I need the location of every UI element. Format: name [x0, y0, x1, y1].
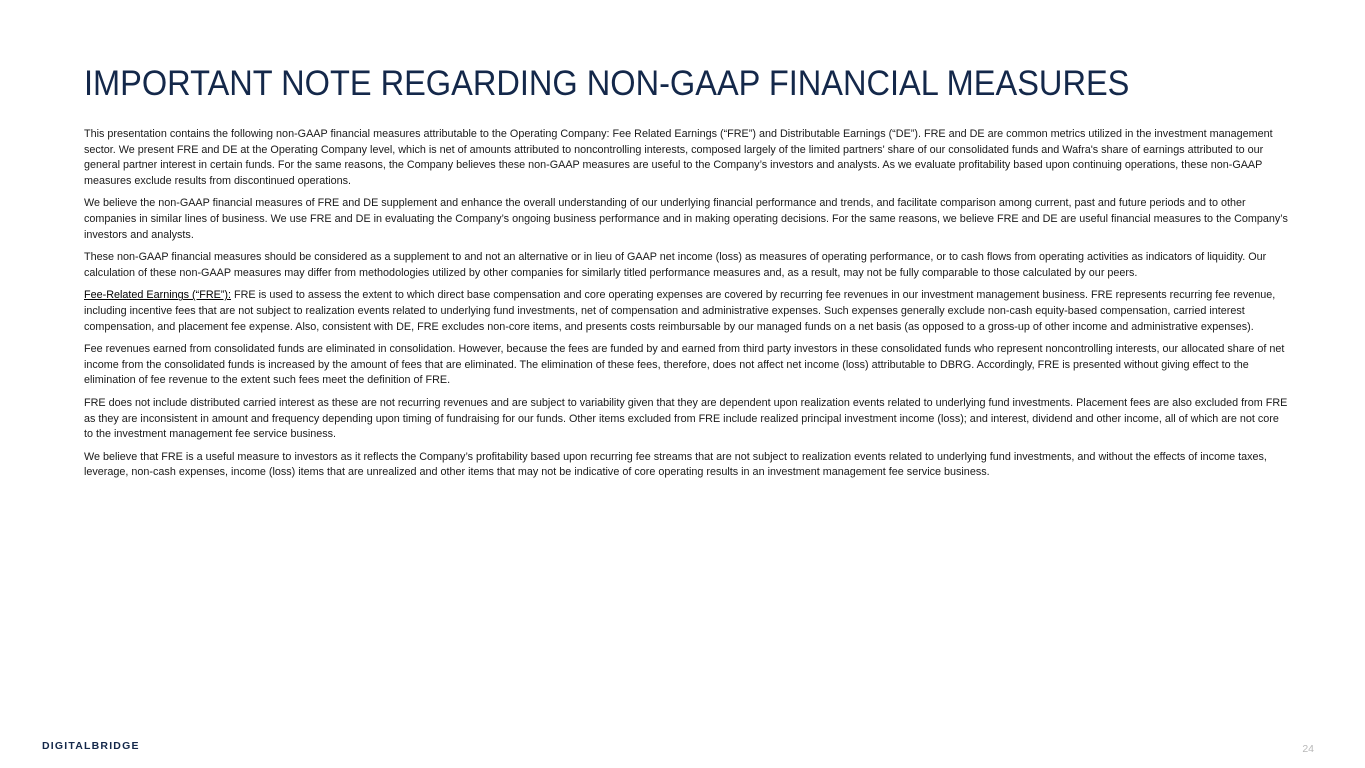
- page-number: 24: [1302, 743, 1314, 755]
- page-title: IMPORTANT NOTE REGARDING NON-GAAP FINANCIAL MEASURES: [84, 64, 1130, 103]
- paragraph-fre-definition: [84, 288, 1288, 335]
- logo-text-bridge: BRIDGE: [91, 740, 140, 752]
- paragraph-overview: This presentation contains the following non-GAAP financial measures attributable to the Operating Company: Fee Related Earnings (“FRE”) and Distributable Earnings (“DE”). FRE and DE are common metrics utilized in the investment management sector. We present FRE and DE at the Operating Company level, which is net of amounts attributed to noncontrolling interests, composed largely of the limited partners' share of our consolidated funds and Wafra's share of earnings attributed to our general partner interest in certain funds. For the same reasons, the Company believes these non-GAAP measures are useful to the Company’s investors and analysts. As we evaluate profitability based upon continuing operations, these non-GAAP measures exclude results from discontinued operations.: [84, 128, 1273, 187]
- paragraph-consolidated-funds: Fee revenues earned from consolidated funds are eliminated in consolidation. However, because the fees are funded by and earned from third party investors in these consolidated funds who represent noncontrolling interests, our allocated share of net income from the consolidated funds is increased by the amount of fees that are eliminated. The elimination of these fees, therefore, does not affect net income (loss) attributable to DBRG. Accordingly, FRE is presented without giving effect to the elimination of fee revenue to the extent such fees meet the definition of FRE.: [84, 343, 1285, 387]
- paragraph-purpose: We believe the non-GAAP financial measures of FRE and DE supplement and enhance the overall understanding of our underlying financial performance and trends, and facilitate comparison among current, past and future periods and to other companies in similar lines of business. We use FRE and DE in evaluating the Company’s ongoing business performance and in making operating decisions. For the same reasons, we believe FRE and DE are useful financial measures to the Company’s investors and analysts.: [84, 197, 1288, 241]
- paragraph-exclusions: FRE does not include distributed carried interest as these are not recurring revenues and are subject to variability given that they are dependent upon realization events related to underlying fund investments. Placement fees are also excluded from FRE as they are inconsistent in amount and frequency depending upon timing of fundraising for our funds. Other items excluded from FRE include realized principal investment income (loss); and interest, dividend and other income, all of which are not core to the investment management fee service business.: [84, 396, 1288, 441]
- paragraph-supplement: These non-GAAP financial measures should be considered as a supplement to and not an alternative or in lieu of GAAP net income (loss) as measures of operating performance, or to cash flows from operating activities as indicators of liquidity. Our calculation of these non-GAAP measures may differ from methodologies utilized by other companies for similarly titled performance measures and, as a result, may not be fully comparable to those calculated by our peers.: [84, 251, 1267, 279]
- fre-definition-text: FRE is used to assess the extent to which direct base compensation and core operating expenses are covered by recurring fee revenues in our investment management business. FRE represents recurring fee revenue, including incentive fees that are not subject to realization events related to underlying fund investments, net of compensation and administrative expenses. Such expenses generally exclude non-cash equity-based compensation, carried interest compensation, and placement fee expense. Also, consistent with DE, FRE excludes non-core items, and presents costs reimbursable by our managed funds on a net basis (as opposed to a gross-up of other income and administrative expenses).: [84, 289, 1276, 333]
- paragraph-usefulness: We believe that FRE is a useful measure to investors as it reflects the Company’s profitability based upon recurring fee streams that are not subject to realization events related to underlying fund investments, and without the effects of income taxes, leverage, non-cash expenses, income (loss) items that are unrealized and other items that may not be indicative of core operating results in an investment management fee service business.: [84, 450, 1267, 479]
- digitalbridge-logo: [42, 740, 140, 752]
- disclaimer-body: [84, 127, 1288, 488]
- fre-term-label: Fee-Related Earnings (“FRE”):: [84, 289, 232, 302]
- logo-text-digital: DIGITAL: [42, 740, 92, 752]
